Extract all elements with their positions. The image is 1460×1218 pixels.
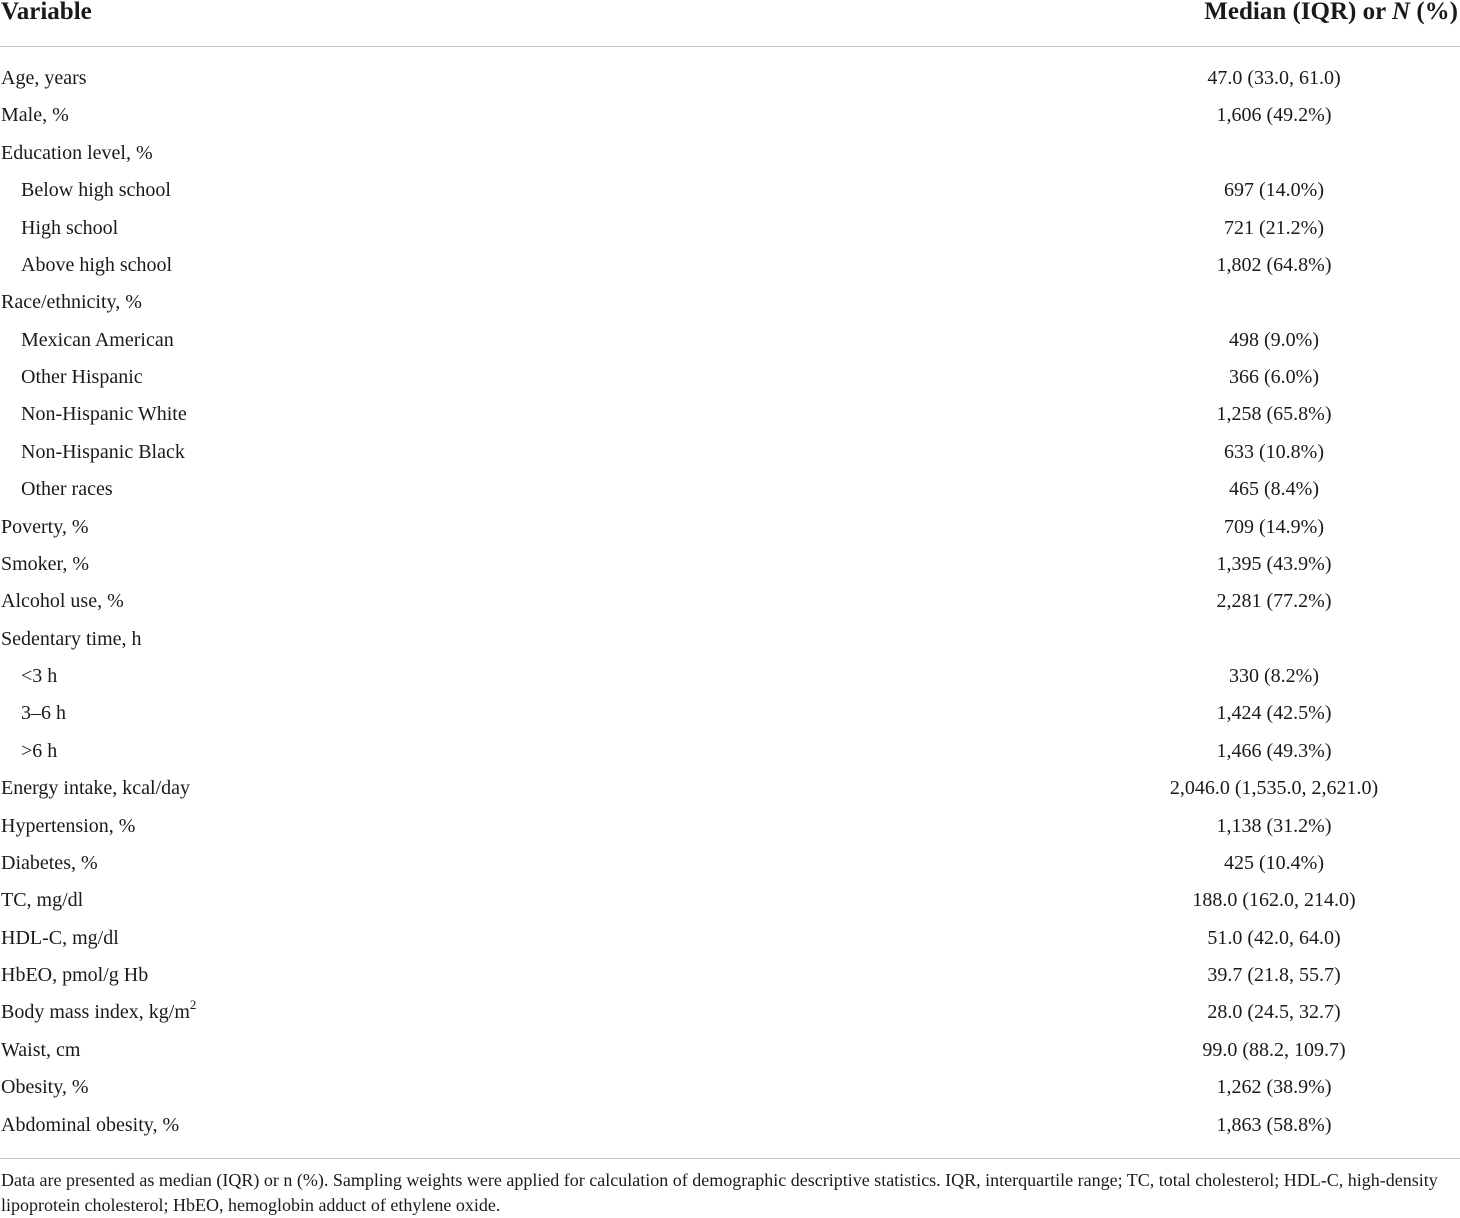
table-body xyxy=(0,60,1460,1144)
row-label xyxy=(21,471,113,508)
table-row xyxy=(0,247,1460,284)
row-value: 1,258 (65.8%) xyxy=(1216,403,1332,426)
table-row xyxy=(0,658,1460,695)
row-label-text: Below high school xyxy=(21,179,171,202)
table-bottom-rule xyxy=(0,1158,1460,1159)
table-row xyxy=(0,882,1460,919)
row-label xyxy=(1,284,142,321)
row-value: 1,395 (43.9%) xyxy=(1216,552,1332,575)
row-label-text: High school xyxy=(21,216,119,239)
row-label xyxy=(1,509,89,546)
row-label-text: Education level, % xyxy=(1,141,153,164)
row-label xyxy=(21,172,171,209)
row-label xyxy=(1,882,83,919)
row-label-text: Above high school xyxy=(21,253,173,276)
row-label xyxy=(21,733,57,770)
row-label-text: Non-Hispanic Black xyxy=(21,440,185,463)
row-label xyxy=(1,1032,80,1069)
row-value: 721 (21.2%) xyxy=(1224,216,1324,239)
row-label-text: Waist, cm xyxy=(1,1038,81,1061)
table-row xyxy=(0,60,1460,97)
table-row xyxy=(0,808,1460,845)
row-label xyxy=(1,60,87,97)
table-header xyxy=(0,0,1460,47)
table-row xyxy=(0,770,1460,807)
row-value: 51.0 (42.0, 64.0) xyxy=(1207,926,1341,949)
row-value: 1,606 (49.2%) xyxy=(1216,104,1332,127)
row-label-text: Mexican American xyxy=(21,328,174,351)
table-row xyxy=(0,434,1460,471)
row-value: 1,863 (58.8%) xyxy=(1216,1113,1332,1136)
row-label xyxy=(1,957,148,994)
row-label-text: >6 h xyxy=(21,739,58,762)
row-value: 709 (14.9%) xyxy=(1224,515,1324,538)
row-label-text: Age, years xyxy=(1,67,87,89)
header-stat-prefix: Median (IQR) or xyxy=(1204,0,1393,25)
row-value: 1,138 (31.2%) xyxy=(1216,814,1332,837)
row-value: 1,802 (64.8%) xyxy=(1216,253,1332,276)
row-value: 633 (10.8%) xyxy=(1224,440,1324,463)
table-row xyxy=(0,210,1460,247)
row-label-text: Male, % xyxy=(1,104,69,127)
table-row xyxy=(0,322,1460,359)
row-label xyxy=(1,1069,89,1106)
row-label xyxy=(1,97,69,134)
row-label-text: Alcohol use, % xyxy=(1,590,124,613)
row-value: 1,466 (49.3%) xyxy=(1216,739,1332,762)
row-label xyxy=(21,359,143,396)
row-label-text: Energy intake, kcal/day xyxy=(1,777,191,800)
table-row xyxy=(0,1069,1460,1106)
table-row xyxy=(0,135,1460,172)
row-label xyxy=(1,621,142,658)
row-value: 28.0 (24.5, 32.7) xyxy=(1207,1001,1341,1024)
header-stat-suffix: (%) xyxy=(1410,0,1458,25)
row-value: 1,424 (42.5%) xyxy=(1216,702,1332,725)
row-label xyxy=(1,770,190,807)
table-row xyxy=(0,359,1460,396)
row-label-text: Non-Hispanic White xyxy=(21,403,187,426)
row-label xyxy=(21,434,185,471)
row-label xyxy=(1,808,135,845)
row-value: 188.0 (162.0, 214.0) xyxy=(1192,889,1356,912)
row-label-text: Body mass index, kg/m xyxy=(1,1001,190,1024)
header-variable: Variable xyxy=(1,0,92,25)
table-row xyxy=(0,583,1460,620)
row-label xyxy=(21,658,57,695)
row-value: 498 (9.0%) xyxy=(1229,328,1319,351)
table-row xyxy=(0,396,1460,433)
table-row xyxy=(0,97,1460,134)
row-value: 697 (14.0%) xyxy=(1224,179,1324,202)
row-label-text: HDL-C, mg/dl xyxy=(1,926,119,949)
row-label xyxy=(21,247,172,284)
row-label xyxy=(21,322,174,359)
row-label-text: Sedentary time, h xyxy=(1,627,142,650)
table-row xyxy=(0,994,1460,1031)
row-label xyxy=(21,695,66,732)
row-label-superscript: 2 xyxy=(189,997,197,1013)
table-row xyxy=(0,546,1460,583)
row-value: 47.0 (33.0, 61.0) xyxy=(1207,67,1341,89)
row-value: 99.0 (88.2, 109.7) xyxy=(1202,1038,1346,1061)
row-label xyxy=(1,920,119,957)
table-row xyxy=(0,733,1460,770)
row-label-text: Smoker, % xyxy=(1,552,90,575)
table-row xyxy=(0,1107,1460,1144)
row-label-text: Diabetes, % xyxy=(1,851,98,874)
table-row xyxy=(0,284,1460,321)
row-label xyxy=(1,845,98,882)
row-label-text: Obesity, % xyxy=(1,1076,89,1099)
row-label xyxy=(1,583,124,620)
row-value: 330 (8.2%) xyxy=(1229,665,1319,687)
row-value: 2,046.0 (1,535.0, 2,621.0) xyxy=(1169,777,1379,800)
row-label-text: Poverty, % xyxy=(1,515,89,538)
table-row xyxy=(0,471,1460,508)
row-label-text: TC, mg/dl xyxy=(1,889,84,912)
row-label-text: Hypertension, % xyxy=(1,814,136,837)
table-row xyxy=(0,621,1460,658)
row-value: 2,281 (77.2%) xyxy=(1216,590,1332,613)
row-label xyxy=(21,210,118,247)
row-label xyxy=(1,994,196,1031)
row-label xyxy=(1,546,89,583)
row-label-text: Race/ethnicity, % xyxy=(1,291,142,314)
row-label-text: Other races xyxy=(21,478,113,501)
header-statistic xyxy=(1204,0,1458,28)
row-label-text: Other Hispanic xyxy=(21,366,143,388)
row-label-text: 3–6 h xyxy=(21,702,66,725)
row-label-text: <3 h xyxy=(21,665,58,687)
row-value: 1,262 (38.9%) xyxy=(1216,1076,1332,1099)
row-label-text: Abdominal obesity, % xyxy=(1,1113,180,1136)
table-row xyxy=(0,957,1460,994)
table-row xyxy=(0,509,1460,546)
header-stat-italic: N xyxy=(1392,0,1411,25)
row-value: 366 (6.0%) xyxy=(1229,366,1319,388)
table-row xyxy=(0,695,1460,732)
table-row xyxy=(0,920,1460,957)
table-row xyxy=(0,1032,1460,1069)
row-value: 465 (8.4%) xyxy=(1229,478,1319,501)
row-label xyxy=(1,135,153,172)
row-value: 39.7 (21.8, 55.7) xyxy=(1207,964,1341,986)
table-footnote: Data are presented as median (IQR) or n (%). Sampling weights were applied for calculation of demographic descriptive statistics. IQR, interquartile range; TC, total cholesterol; HDL-C, high-density lipoprotein cholesterol; HbEO, hemoglobin adduct of ethylene oxide. xyxy=(1,1170,1438,1215)
row-label-text: HbEO, pmol/g Hb xyxy=(1,964,149,986)
table-row xyxy=(0,845,1460,882)
row-label xyxy=(1,1107,179,1144)
row-label xyxy=(21,396,187,433)
table-row xyxy=(0,172,1460,209)
row-value: 425 (10.4%) xyxy=(1224,851,1324,874)
